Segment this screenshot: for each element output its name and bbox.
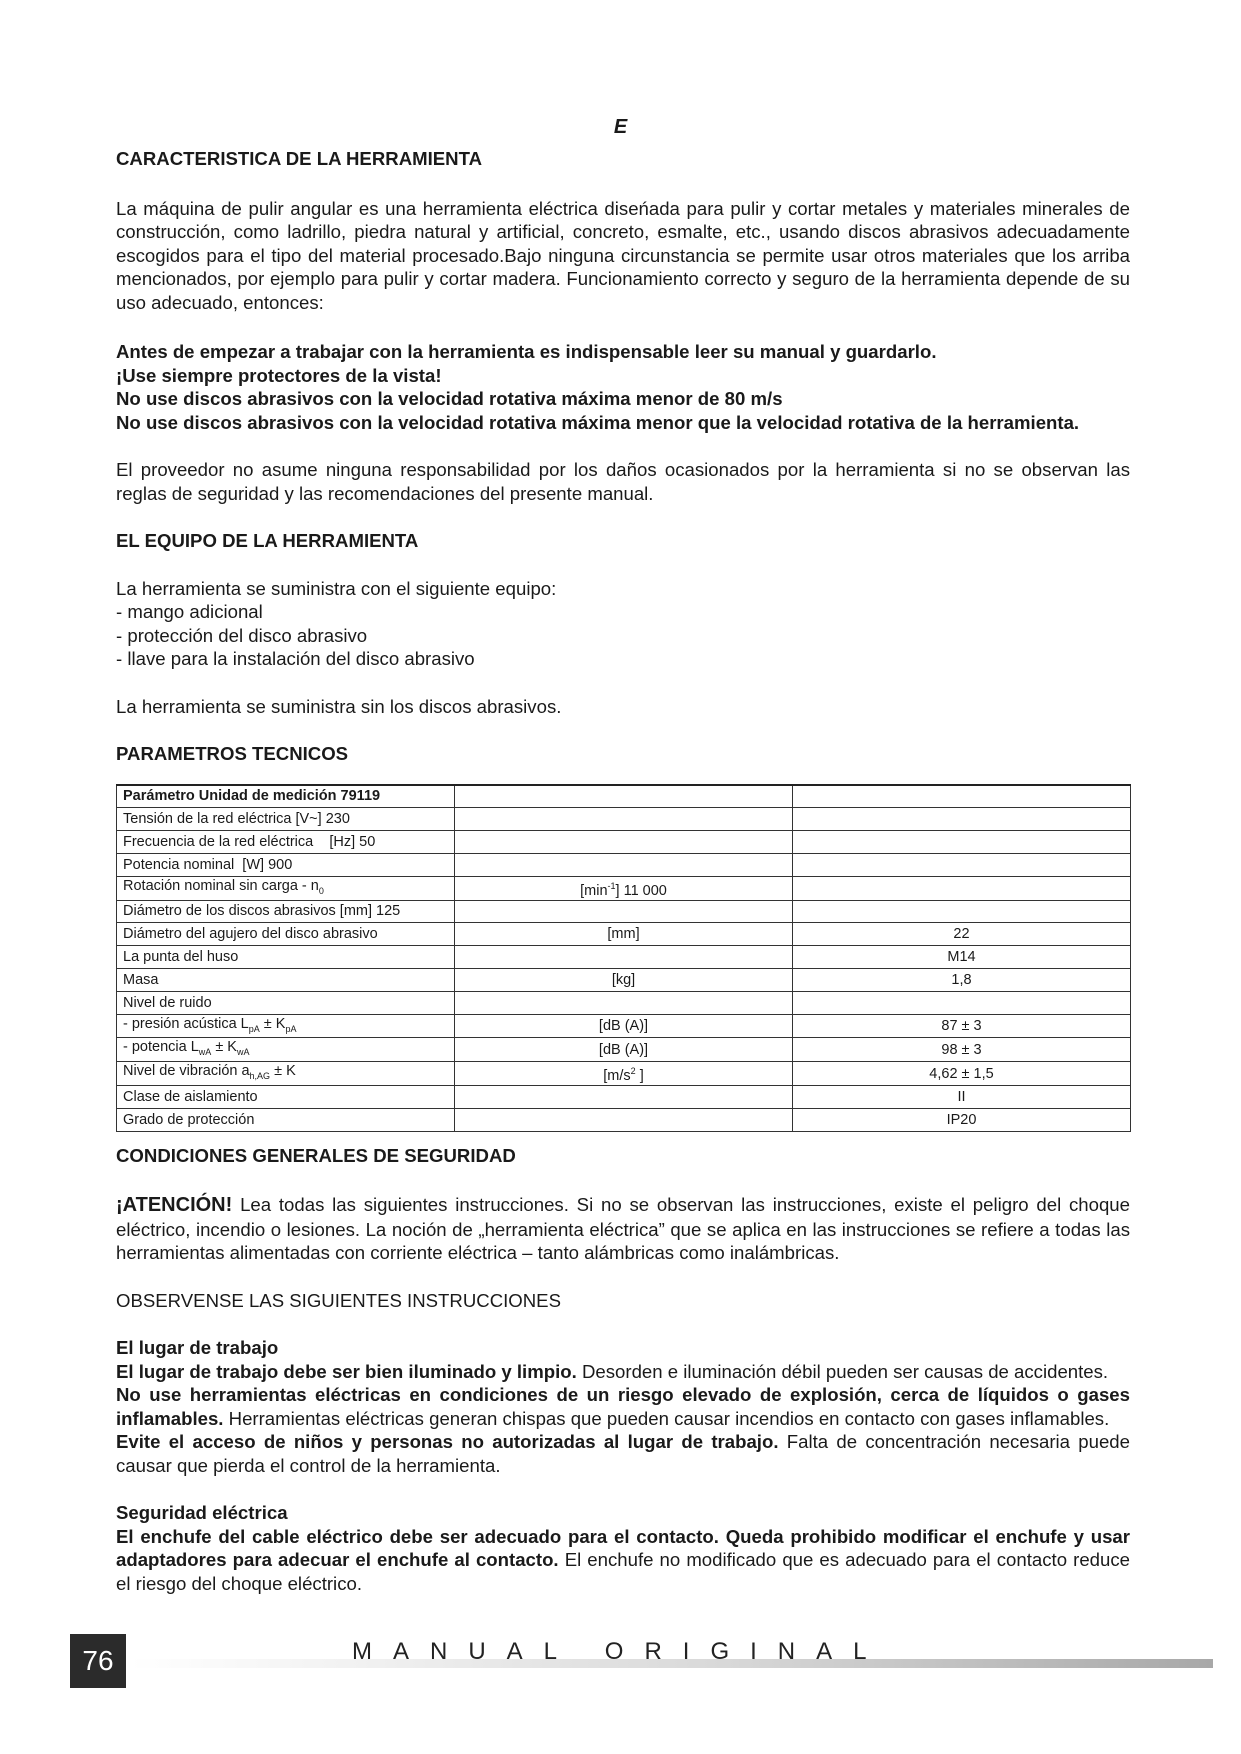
table-cell: - potencia $L_{wA} \pm K_{wA}$ — [117, 1038, 455, 1062]
table-cell: Parámetro Unidad de medición 79119 — [117, 785, 455, 808]
table-row — [117, 831, 1131, 854]
table-cell: [mm] — [455, 923, 793, 946]
liability-paragraph: El proveedor no asume ninguna responsabilidad por los daños ocasionados por la herramienta si no se observan las reglas de seguridad y las recomendaciones del presente manual. — [116, 459, 1130, 504]
table-cell — [455, 1109, 793, 1132]
table-cell: [$m/s^2$ ] — [455, 1062, 793, 1086]
equipment-item: - llave para la instalación del disco abrasivo — [116, 648, 475, 669]
table-cell: 87 ± 3 — [793, 1014, 1131, 1038]
table-cell: Nivel de vibración $a_{h,AG} \pm K$ — [117, 1062, 455, 1086]
table-cell: Potencia nominal [W] 900 — [117, 853, 455, 876]
table-cell: [kg] — [455, 968, 793, 991]
equipment-note: La herramienta se suministra sin los discos abrasivos. — [116, 695, 562, 717]
workplace-rule: No use herramientas eléctricas en condiciones de un riesgo elevado de explosión, cerca de líquidos o gases inflamables. Herramientas eléctricas generan chispas que pueden causar incendios en contacto con gases inflamables. — [116, 1384, 1130, 1429]
equipment-item: - protección del disco abrasivo — [116, 624, 368, 646]
table-cell — [455, 946, 793, 969]
subsection-title-lugar: El lugar de trabajo — [116, 1337, 279, 1359]
table-cell — [455, 1086, 793, 1109]
table-cell: Diámetro del agujero del disco abrasivo — [117, 923, 455, 946]
table-row — [117, 876, 1131, 900]
table-cell — [793, 808, 1131, 831]
table-cell: 4,62 ± 1,5 — [793, 1062, 1131, 1086]
workplace-rule: El lugar de trabajo debe ser bien iluminado y limpio. Desorden e iluminación débil pueden ser causas de accidentes. — [116, 1360, 1109, 1382]
electrical-rule: El enchufe del cable eléctrico debe ser adecuado para el contacto. Queda prohibido modificar el enchufe y usar adaptadores para adecuar el enchufe al contacto. El enchufe no modificado que es adecuado para el contacto reduce el riesgo del choque eléctrico. — [116, 1525, 1130, 1594]
equipment-item: - mango adicional — [116, 601, 263, 622]
page-number: 76 — [70, 1634, 126, 1688]
table-cell: [dB (A)] — [455, 1038, 793, 1062]
table-row — [117, 1109, 1131, 1132]
table-cell: [dB (A)] — [455, 1014, 793, 1038]
warning-disc-speed-tool: No use discos abrasivos con la velocidad rotativa máxima menor que la velocidad rotativa de la herramienta. — [116, 411, 1080, 433]
section-title-caracteristica: CARACTERISTICA DE LA HERRAMIENTA — [116, 148, 483, 169]
warning-disc-speed-80: No use discos abrasivos con la velocidad rotativa máxima menor de 80 m/s — [116, 388, 783, 409]
section-title-parametros: PARAMETROS TECNICOS — [116, 743, 349, 764]
table-row — [117, 968, 1131, 991]
table-cell: Clase de aislamiento — [117, 1086, 455, 1109]
table-cell: 22 — [793, 923, 1131, 946]
table-cell: La punta del huso — [117, 946, 455, 969]
table-row — [117, 1062, 1131, 1086]
table-cell: IP20 — [793, 1109, 1131, 1132]
table-cell: 98 ± 3 — [793, 1038, 1131, 1062]
table-row — [117, 1038, 1131, 1062]
table-cell — [455, 808, 793, 831]
table-row — [117, 853, 1131, 876]
technical-parameters-table — [116, 784, 1131, 1132]
table-cell: 1,8 — [793, 968, 1131, 991]
table-cell — [793, 900, 1131, 923]
footer-title: MANUAL ORIGINAL — [352, 1638, 888, 1665]
table-row — [117, 923, 1131, 946]
table-cell — [793, 991, 1131, 1014]
table-cell — [455, 831, 793, 854]
table-cell: Frecuencia de la red eléctrica [Hz] 50 — [117, 831, 455, 854]
table-cell: Grado de protección — [117, 1109, 455, 1132]
description-paragraph: La máquina de pulir angular es una herramienta eléctrica diseńada para pulir y cortar metales y materiales minerales de construcción, como ladrillo, piedra natural y artificial, concreto, esmalte, etc., usando discos abrasivos adecuadamente escogidos para el tipo del material procesado.Bajo ninguna circunstancia se permite usar otros materiales que los arriba mencionados, por ejemplo para pulir y cortar madera. Funcionamiento correcto y seguro de la herramienta depende de su uso adecuado, entonces: — [116, 197, 1130, 313]
equipment-intro: La herramienta se suministra con el siguiente equipo: — [116, 577, 557, 599]
table-cell — [455, 900, 793, 923]
table-row — [117, 1014, 1131, 1038]
table-cell: II — [793, 1086, 1131, 1109]
table-cell — [455, 853, 793, 876]
attention-paragraph: ¡ATENCIÓN! Lea todas las siguientes instrucciones. Si no se observan las instrucciones, existe el peligro del choque eléctrico, incendio o lesiones. La noción de „herramienta eléctrica” que se aplica en las instrucciones se refiere a todas las herramientas alimentadas con corriente eléctrica – tanto alámbricas como inalámbricas. — [116, 1194, 1130, 1264]
table-cell — [455, 991, 793, 1014]
table-cell — [455, 785, 793, 808]
language-marker: E — [613, 116, 628, 138]
table-row — [117, 900, 1131, 923]
warning-eye-protection: ¡Use siempre protectores de la vista! — [116, 364, 442, 386]
table-cell: Masa — [117, 968, 455, 991]
table-cell — [793, 853, 1131, 876]
table-cell: Diámetro de los discos abrasivos [mm] 125 — [117, 900, 455, 923]
table-row — [117, 1086, 1131, 1109]
table-cell: Nivel de ruido — [117, 991, 455, 1014]
table-cell: $[\min^{-1}]$ 11 000 — [455, 876, 793, 900]
table-cell — [793, 785, 1131, 808]
observe-instructions: OBSERVENSE LAS SIGUIENTES INSTRUCCIONES — [116, 1289, 561, 1311]
table-row — [117, 991, 1131, 1014]
table-row — [117, 946, 1131, 969]
table-row — [117, 785, 1131, 808]
warning-read-manual: Antes de empezar a trabajar con la herramienta es indispensable leer su manual y guardarlo. — [116, 341, 937, 362]
table-cell — [793, 831, 1131, 854]
table-cell: M14 — [793, 946, 1131, 969]
workplace-rule: Evite el acceso de niños y personas no autorizadas al lugar de trabajo. Falta de concentración necesaria puede causar que pierda el control de la herramienta. — [116, 1431, 1130, 1476]
table-row — [117, 808, 1131, 831]
section-title-equipo: EL EQUIPO DE LA HERRAMIENTA — [116, 530, 419, 551]
table-cell: Rotación nominal sin carga - $n_0$ — [117, 876, 455, 900]
table-cell: - presión acústica $L_{pA} \pm K_{pA}$ — [117, 1014, 455, 1038]
section-title-seguridad: CONDICIONES GENERALES DE SEGURIDAD — [116, 1144, 516, 1166]
table-cell — [793, 876, 1131, 900]
subsection-title-electrica: Seguridad eléctrica — [116, 1502, 288, 1524]
table-cell: Tensión de la red eléctrica [V~] 230 — [117, 808, 455, 831]
page-content — [116, 147, 1130, 1595]
